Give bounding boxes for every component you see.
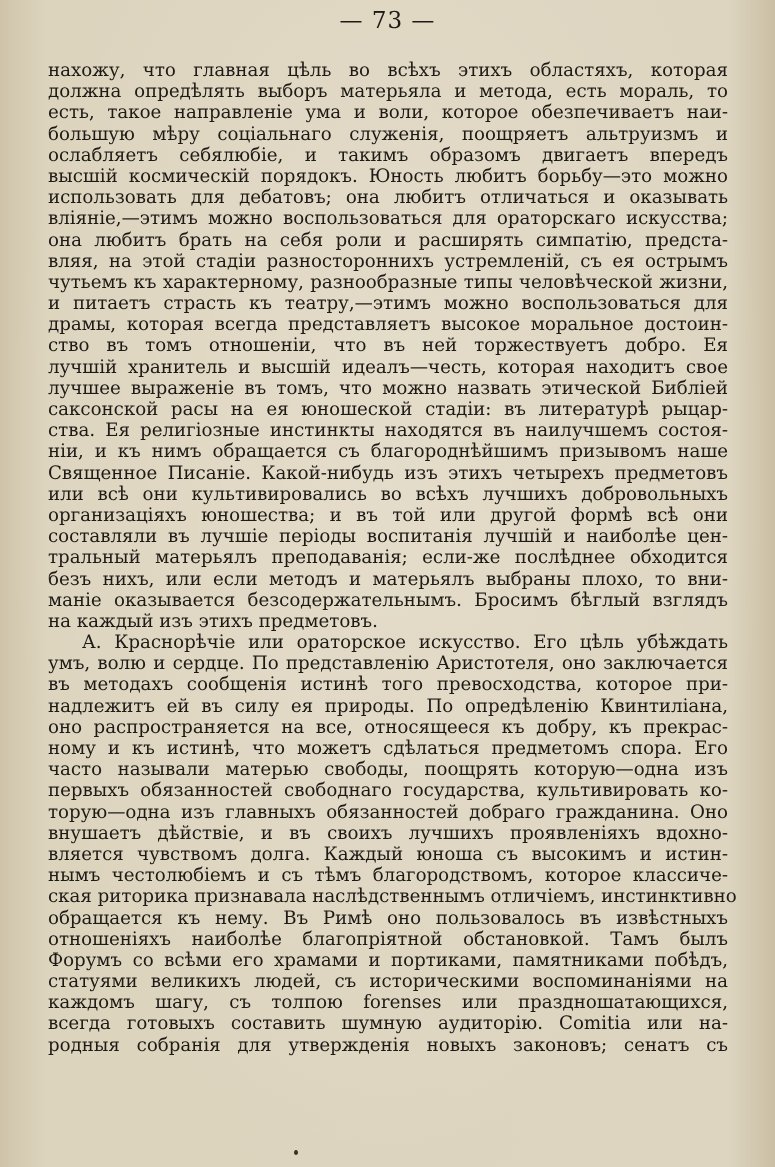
text-line: есть, такое направленіе ума и воли, которое обезпечиваетъ наи- — [48, 102, 728, 124]
text-line: отношеніяхъ наиболѣе благопріятной обстановкой. Тамъ былъ — [48, 928, 728, 950]
text-line: составляли въ лучшіе періоды воспитанія лучшій и наиболѣе цен- — [48, 526, 728, 548]
text-line: обращается къ нему. Въ Римѣ оно пользовалось въ извѣстныхъ — [48, 907, 728, 929]
text-line: ства. Ея религіозные инстинкты находятся въ наилучшемъ состоя- — [48, 420, 728, 442]
text-line: на каждый изъ этихъ предметовъ. — [48, 610, 378, 632]
text-line: родныя собранія для утвержденія новыхъ законовъ; сенатъ съ — [48, 1034, 728, 1056]
text-line: въ методахъ сообщенія истинѣ того превосходства, которое при- — [48, 674, 728, 696]
text-line: ніи, и къ нимъ обращается съ благороднѣйшимъ призывомъ наше — [48, 441, 728, 463]
text-line: ская риторика признавала наслѣдственнымъ отличіемъ, инстинктивно — [48, 886, 737, 908]
paragraph-1 — [48, 60, 728, 632]
text-line: статуями великихъ людей, съ историческими воспоминаніями на — [48, 971, 728, 993]
text-line: лучшее выраженіе въ томъ, что можно назвать этической Библіей — [48, 377, 728, 399]
text-line: драмы, которая всегда представляетъ высокое моральное достоин- — [48, 314, 728, 336]
text-line: Священное Писаніе. Какой-нибудь изъ этихъ четырехъ предметовъ — [48, 462, 728, 484]
body-text — [48, 60, 737, 1056]
text-line: Форумъ со всѣми его храмами и портиками, памятниками побѣдъ, — [48, 949, 728, 971]
text-line: саксонской расы на ея юношеской стадіи: въ литературѣ рыцар- — [48, 399, 728, 420]
text-line: и питаетъ страсть къ театру,—этимъ можно воспользоваться для — [48, 293, 728, 315]
text-line: надлежитъ ей въ силу ея природы. По опредѣленію Квинтиліана, — [48, 695, 728, 717]
text-line: лучшій хранитель и высшій идеалъ—честь, которая находитъ свое — [48, 356, 728, 378]
text-line: она любитъ брать на себя роли и расширять симпатію, предста- — [48, 229, 728, 251]
text-line: высшій космическій порядокъ. Юность любитъ борьбу—это можно — [48, 165, 728, 187]
text-line: маніе оказывается безсодержательнымъ. Бросимъ бѣглый взглядъ — [48, 589, 728, 611]
text-line: ослабляетъ себялюбіе, и такимъ образомъ двигаетъ впередъ — [48, 144, 728, 166]
text-line: каждомъ шагу, съ толпою forenses или праздношатающихся, — [48, 992, 728, 1014]
text-line: должна опредѣлять выборъ матерьяла и метода, есть мораль, то — [48, 81, 728, 103]
text-line: нахожу, что главная цѣль во всѣхъ этихъ областяхъ, которая — [48, 60, 728, 81]
text-line: первыхъ обязанностей свободнаго государства, культивировать ко- — [48, 780, 728, 802]
text-line: умъ, волю и сердце. По представленію Аристотеля, оно заключается — [48, 653, 728, 675]
paragraph-2 — [48, 632, 737, 1056]
text-line: оно распространяется на все, относящееся къ добру, къ прекрас- — [48, 716, 728, 738]
text-line: вляется чувствомъ долга. Каждый юноша съ высокимъ и истин- — [48, 843, 728, 865]
text-line: ство въ томъ отношеніи, что въ ней торжествуетъ добро. Ея — [48, 335, 728, 357]
text-line: внушаетъ дѣйствіе, и въ своихъ лучшихъ проявленіяхъ вдохно- — [48, 822, 728, 844]
text-line: часто называли матерью свободы, поощрять которую—одна изъ — [48, 759, 728, 781]
text-line: использовать для дебатовъ; она любитъ отличаться и оказывать — [48, 187, 728, 209]
text-line: организаціяхъ юношества; и въ той или другой формѣ всѣ они — [48, 504, 728, 526]
page-number: — 73 — — [339, 8, 436, 34]
text-line: тральный матерьялъ преподаванія; если-же послѣднее обходится — [48, 547, 728, 569]
text-line: большую мѣру соціальнаго служенія, поощряетъ альтруизмъ и — [48, 123, 728, 145]
text-line: торую—одна изъ главныхъ обязанностей добраго гражданина. Оно — [48, 801, 728, 823]
section-heading-line: А. Краснорѣчіе или ораторское искусство. Его цѣль убѣждать — [82, 632, 728, 654]
text-line: всегда готовыхъ составить шумную аудиторію. Comitia или на- — [48, 1013, 728, 1035]
printer-mark — [294, 1150, 298, 1155]
text-line: вліяніе,—этимъ можно воспользоваться для ораторскаго искусства; — [48, 208, 728, 230]
text-line: или всѣ они культивировались во всѣхъ лучшихъ добровольныхъ — [48, 483, 728, 505]
text-line: чутьемъ къ характерному, разнообразные типы человѣческой жизни, — [48, 271, 728, 293]
text-line: безъ нихъ, или если методъ и матерьялъ выбраны плохо, то вни- — [48, 568, 728, 590]
text-line: нымъ честолюбіемъ и съ тѣмъ благородствомъ, которое классиче- — [48, 865, 728, 887]
text-line: вляя, на этой стадіи разностороннихъ устремленій, съ ея острымъ — [48, 250, 728, 272]
text-line: ному и къ истинѣ, что можетъ сдѣлаться предметомъ спора. Его — [48, 738, 728, 759]
